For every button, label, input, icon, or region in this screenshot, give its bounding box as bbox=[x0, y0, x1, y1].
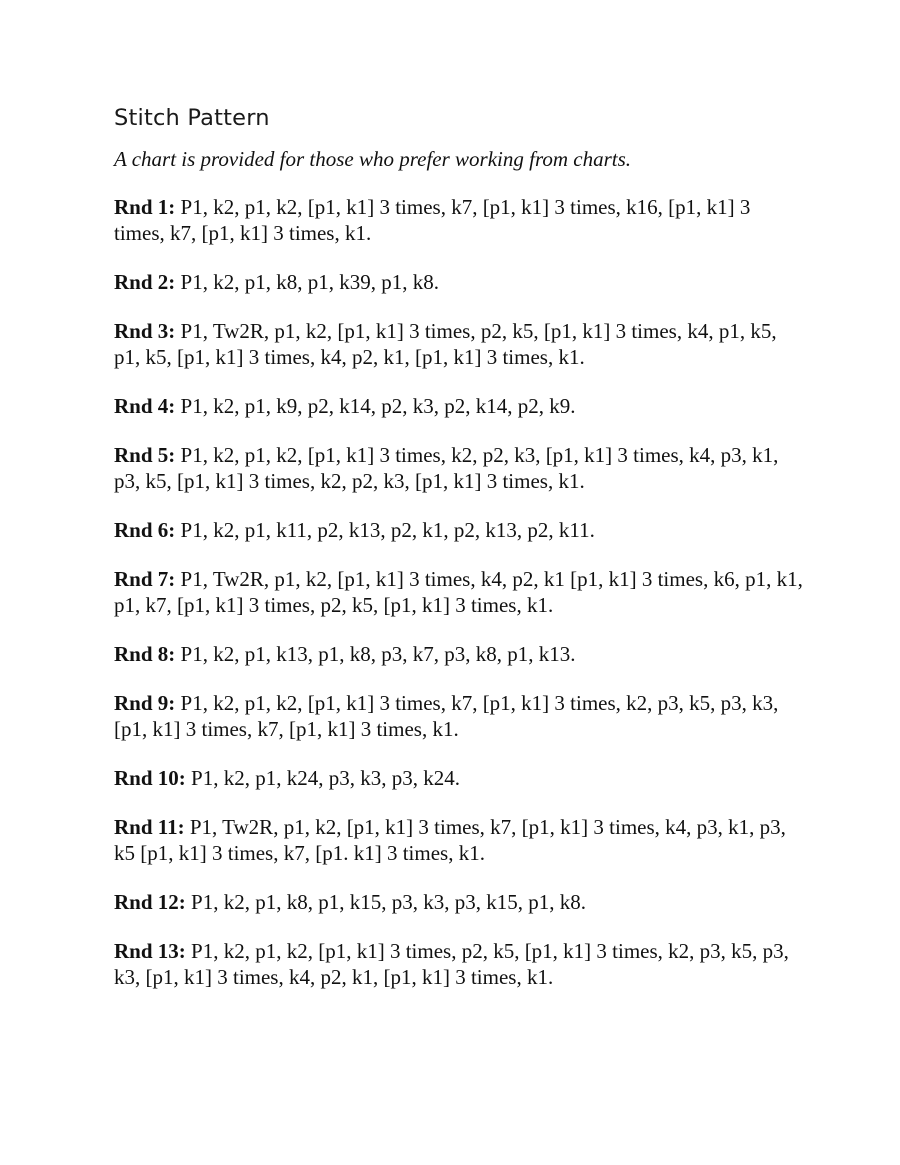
round-instructions: P1, Tw2R, p1, k2, [p1, k1] 3 times, k4, p2, k1 [p1, k1] 3 times, k6, p1, k1, p1, k7, [p1, k1] 3 times, p2, k5, [p1, k1] 3 times, k1. bbox=[114, 567, 803, 617]
document-page bbox=[114, 104, 804, 1013]
round-6 bbox=[114, 517, 804, 543]
round-instructions: P1, Tw2R, p1, k2, [p1, k1] 3 times, p2, k5, [p1, k1] 3 times, k4, p1, k5, p1, k5, [p1, k1] 3 times, k4, p2, k1, [p1, k1] 3 times, k1. bbox=[114, 319, 777, 369]
round-3 bbox=[114, 318, 804, 370]
round-label: Rnd 4: bbox=[114, 394, 176, 418]
round-label: Rnd 3: bbox=[114, 319, 176, 343]
round-9 bbox=[114, 690, 804, 742]
round-8 bbox=[114, 641, 804, 667]
round-instructions: P1, k2, p1, k8, p1, k39, p1, k8. bbox=[180, 270, 439, 294]
round-list bbox=[114, 194, 804, 990]
round-instructions: P1, Tw2R, p1, k2, [p1, k1] 3 times, k7, [p1, k1] 3 times, k4, p3, k1, p3, k5 [p1, k1] 3 times, k7, [p1. k1] 3 times, k1. bbox=[114, 815, 786, 865]
round-label: Rnd 13: bbox=[114, 939, 186, 963]
round-11 bbox=[114, 814, 804, 866]
round-label: Rnd 5: bbox=[114, 443, 176, 467]
round-10 bbox=[114, 765, 804, 791]
round-instructions: P1, k2, p1, k2, [p1, k1] 3 times, k2, p2, k3, [p1, k1] 3 times, k4, p3, k1, p3, k5, [p1, k1] 3 times, k2, p2, k3, [p1, k1] 3 times, k1. bbox=[114, 443, 779, 493]
round-label: Rnd 1: bbox=[114, 195, 176, 219]
round-label: Rnd 9: bbox=[114, 691, 176, 715]
round-label: Rnd 12: bbox=[114, 890, 186, 914]
round-instructions: P1, k2, p1, k2, [p1, k1] 3 times, k7, [p1, k1] 3 times, k2, p3, k5, p3, k3, [p1, k1] 3 times, k7, [p1, k1] 3 times, k1. bbox=[114, 691, 779, 741]
round-instructions: P1, k2, p1, k9, p2, k14, p2, k3, p2, k14, p2, k9. bbox=[180, 394, 576, 418]
round-instructions: P1, k2, p1, k2, [p1, k1] 3 times, p2, k5, [p1, k1] 3 times, k2, p3, k5, p3, k3, [p1, k1] 3 times, k4, p2, k1, [p1, k1] 3 times, k1. bbox=[114, 939, 789, 989]
round-12 bbox=[114, 889, 804, 915]
round-label: Rnd 7: bbox=[114, 567, 176, 591]
round-13 bbox=[114, 938, 804, 990]
round-label: Rnd 10: bbox=[114, 766, 186, 790]
section-heading: Stitch Pattern bbox=[114, 105, 270, 131]
round-label: Rnd 2: bbox=[114, 270, 176, 294]
round-label: Rnd 8: bbox=[114, 642, 176, 666]
intro-note: A chart is provided for those who prefer working from charts. bbox=[114, 147, 632, 171]
round-instructions: P1, k2, p1, k8, p1, k15, p3, k3, p3, k15, p1, k8. bbox=[191, 890, 586, 914]
round-2 bbox=[114, 269, 804, 295]
round-instructions: P1, k2, p1, k11, p2, k13, p2, k1, p2, k13, p2, k11. bbox=[180, 518, 595, 542]
round-5 bbox=[114, 442, 804, 494]
round-instructions: P1, k2, p1, k24, p3, k3, p3, k24. bbox=[191, 766, 460, 790]
round-7 bbox=[114, 566, 804, 618]
round-4 bbox=[114, 393, 804, 419]
round-instructions: P1, k2, p1, k13, p1, k8, p3, k7, p3, k8, p1, k13. bbox=[180, 642, 576, 666]
round-1 bbox=[114, 194, 804, 246]
round-label: Rnd 11: bbox=[114, 815, 185, 839]
round-instructions: P1, k2, p1, k2, [p1, k1] 3 times, k7, [p1, k1] 3 times, k16, [p1, k1] 3 times, k7, [p1, k1] 3 times, k1. bbox=[114, 195, 751, 245]
round-label: Rnd 6: bbox=[114, 518, 176, 542]
